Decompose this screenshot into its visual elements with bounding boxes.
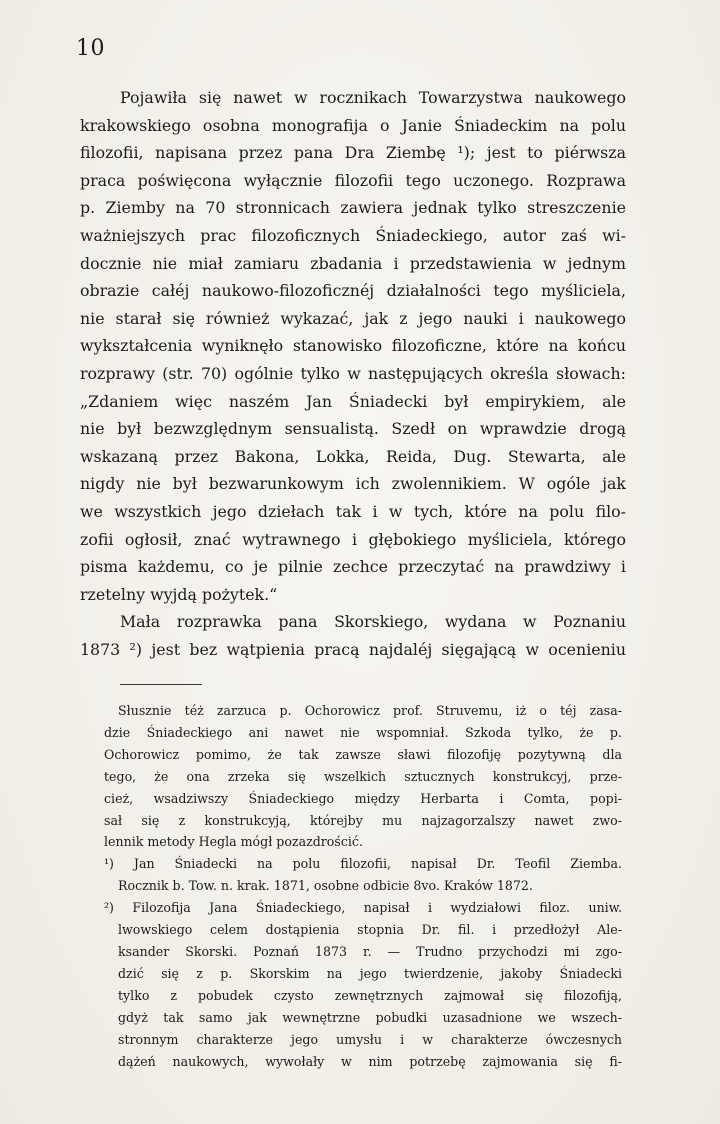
text-line: 1873 ²) jest bez wątpienia pracą najdaléj sięgającą w ocenieniu: [80, 639, 626, 659]
text-line: „Zdaniem więc naszém Jan Śniadecki był empirykiem, ale: [80, 391, 626, 411]
text-line: rzetelny wyjdą pożytek.“: [80, 584, 278, 604]
text-line: filozofii, napisana przez pana Dra Ziembę ¹); jest to piérwsza: [80, 143, 626, 163]
text-line: Mała rozprawka pana Skorskiego, wydana w Poznaniu: [120, 612, 626, 632]
text-line: praca poświęcona wyłącznie filozofii tego uczonego. Rozprawa: [80, 170, 626, 190]
footnote-line: Słusznie téż zarzuca p. Ochorowicz prof. Struvemu, iż o téj zasa-: [118, 703, 622, 718]
footnote-line: dzie Śniadeckiego ani nawet nie wspomniał. Szkoda tylko, że p.: [104, 724, 622, 740]
text-line: pisma każdemu, co je pilnie zechce przeczytać na prawdziwy i: [80, 557, 626, 577]
footnote-line: sał się z konstrukcyją, którejby mu najzagorzalszy nawet zwo-: [104, 812, 622, 828]
text-line: wykształcenia wyniknęło stanowisko filozoficzne, które na końcu: [80, 336, 626, 356]
text-line: docznie nie miał zamiaru zbadania i przedstawienia w jednym: [80, 253, 626, 273]
footnote-line: ²) Filozofija Jana Śniadeckiego, napisał i wydziałowi filoz. uniw.: [104, 900, 622, 916]
footnote-line: dążeń naukowych, wywołały w nim potrzebę zajmowania się fi-: [118, 1053, 622, 1069]
footnote-line: dzić się z p. Skorskim na jego twierdzenie, jakoby Śniadecki: [118, 965, 622, 981]
text-line: ważniejszych prac filozoficznych Śniadeckiego, autor zaś wi-: [80, 225, 626, 245]
text-line: Pojawiła się nawet w rocznikach Towarzystwa naukowego: [120, 88, 626, 107]
footnotes-block: [104, 700, 622, 1072]
text-line: krakowskiego osobna monografija o Janie Śniadeckim na polu: [80, 115, 626, 135]
footnote-line: ¹) Jan Śniadecki na polu filozofii, napisał Dr. Teofil Ziemba.: [104, 856, 622, 872]
page-number: 10: [76, 36, 105, 61]
footnote-line: lennik metody Hegla mógł pozazdrościć.: [104, 834, 363, 850]
text-line: p. Ziemby na 70 stronnicach zawiera jednak tylko streszczenie: [80, 198, 626, 218]
footnote-line: tego, że ona zrzeka się wszelkich sztucznych konstrukcyj, prze-: [104, 768, 622, 784]
footnote-line: Rocznik b. Tow. n. krak. 1871, osobne odbicie 8vo. Kraków 1872.: [118, 878, 533, 894]
text-line: wskazaną przez Bakona, Lokka, Reida, Dug. Stewarta, ale: [80, 446, 626, 466]
footnote-line: ksander Skorski. Poznań 1873 r. — Trudno przychodzi mi zgo-: [118, 943, 622, 959]
text-line: rozprawy (str. 70) ogólnie tylko w następujących określa słowach:: [80, 363, 626, 383]
text-line: nie starał się również wykazać, jak z jego nauki i naukowego: [80, 308, 626, 328]
text-line: nigdy nie był bezwarunkowym ich zwolennikiem. W ogóle jak: [80, 474, 626, 494]
footnote-line: Ochorowicz pomimo, że tak zawsze sławi filozofiję pozytywną dla: [104, 746, 622, 762]
footnote-line: tylko z pobudek czysto zewnętrznych zajmował się filozofiją,: [118, 987, 622, 1003]
text-line: zofii ogłosił, znać wytrawnego i głębokiego myśliciela, którego: [80, 529, 626, 549]
footnote-line: cież, wsadziwszy Śniadeckiego między Herbarta i Comta, popi-: [104, 790, 622, 806]
main-text-block: [80, 84, 626, 663]
footnote-line: stronnym charakterze jego umysłu i w charakterze ówczesnych: [118, 1031, 622, 1047]
footnote-separator: [120, 684, 202, 685]
text-line: nie był bezwzględnym sensualistą. Szedł on wprawdzie drogą: [80, 419, 626, 439]
footnote-line: gdyż tak samo jak wewnętrzne pobudki uzasadnione we wszech-: [118, 1009, 622, 1025]
text-line: we wszystkich jego dziełach tak i w tych, które na polu filo-: [80, 501, 626, 521]
text-line: obrazie całéj naukowo-filozoficznéj działalności tego myśliciela,: [80, 281, 626, 301]
footnote-line: lwowskiego celem dostąpienia stopnia Dr. fil. i przedłożył Ale-: [118, 922, 622, 938]
